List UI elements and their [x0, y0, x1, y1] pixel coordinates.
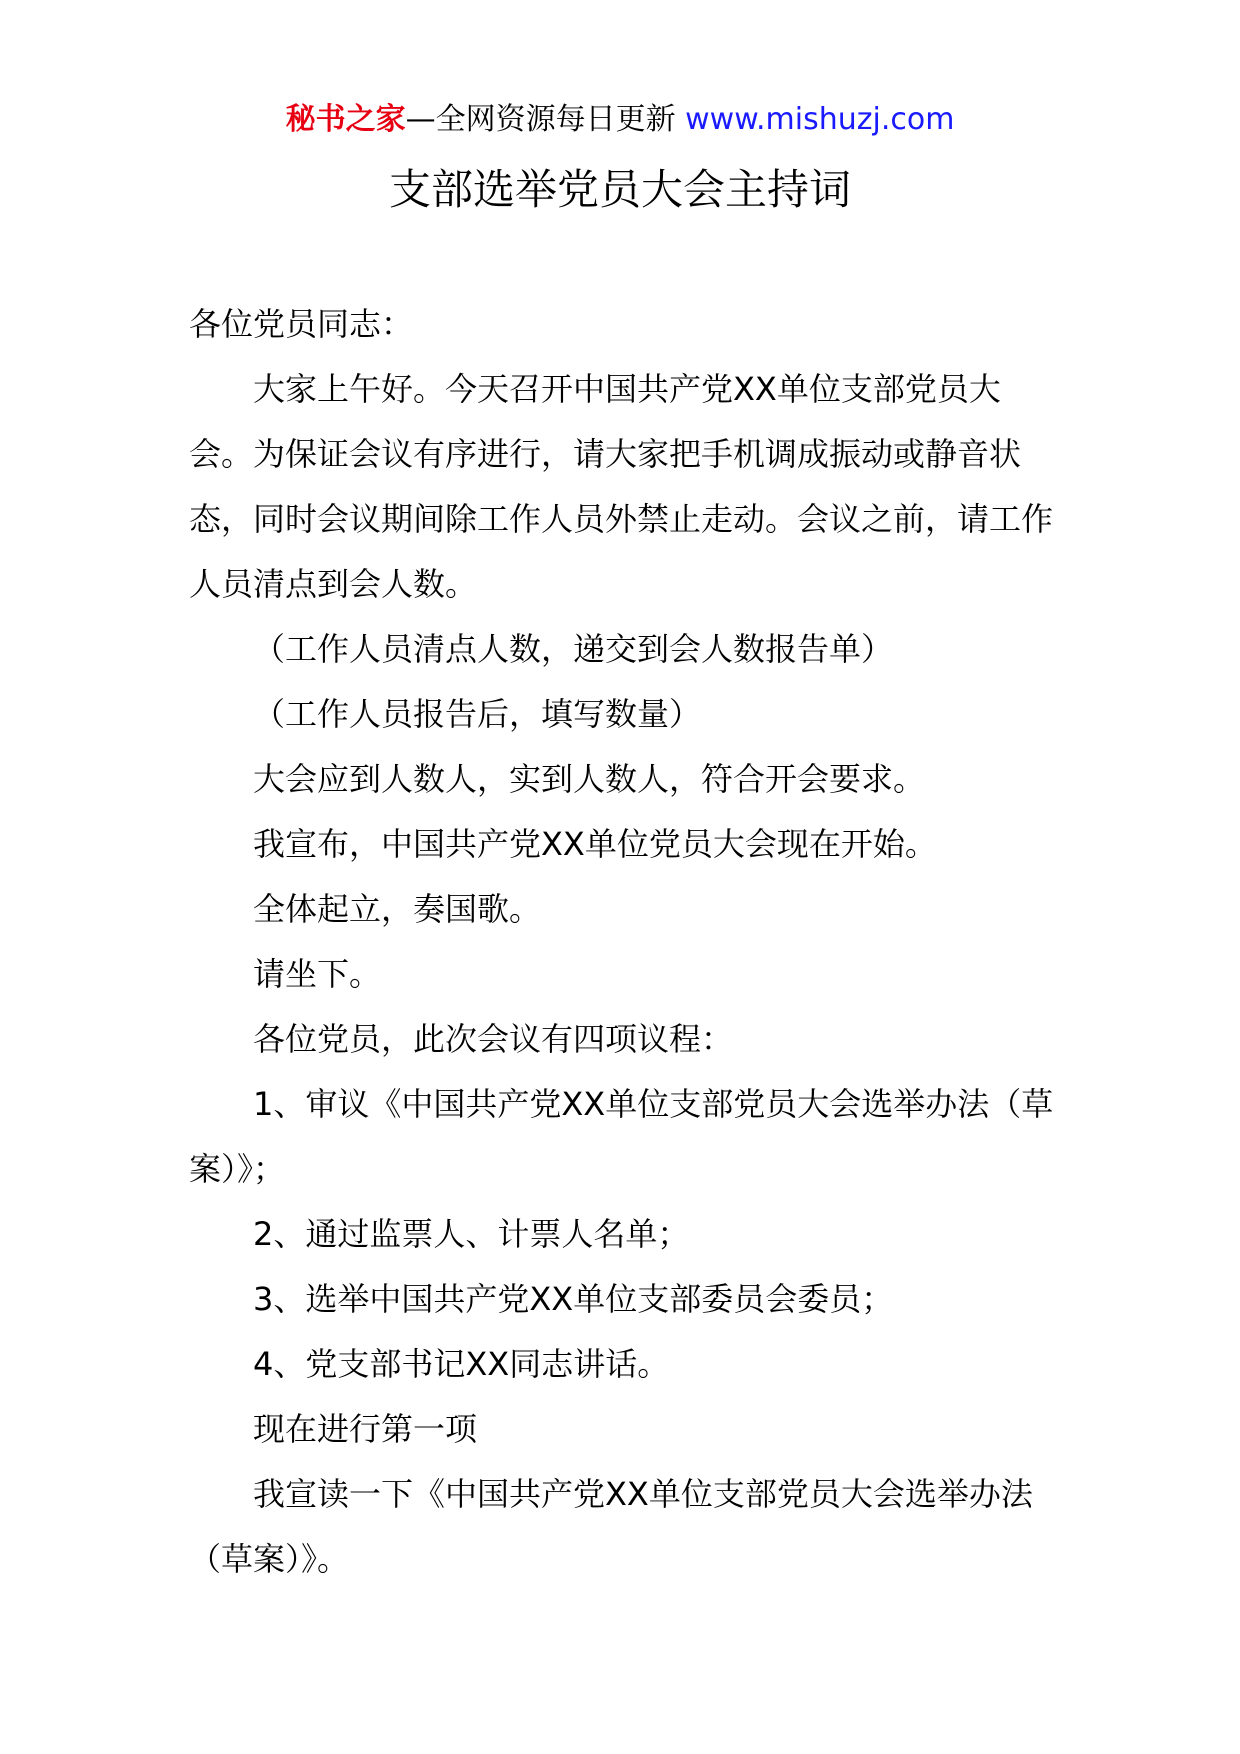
- document-body: [189, 292, 1064, 1592]
- paragraph-opening: 大家上午好。今天召开中国共产党XX单位支部党员大会。为保证会议有序进行，请大家把手机调成振动或静音状态，同时会议期间除工作人员外禁止走动。会议之前，请工作人员清点到会人数。: [189, 370, 1054, 603]
- agenda-item-4: 4、党支部书记XX同志讲话。: [253, 1345, 670, 1383]
- site-url[interactable]: www.mishuzj.com: [685, 102, 955, 137]
- paragraph-sit: 请坐下。: [253, 955, 382, 993]
- paragraph-note-report: （工作人员报告后，填写数量）: [253, 695, 702, 733]
- paragraph-agenda-intro: 各位党员，此次会议有四项议程：: [253, 1020, 734, 1058]
- site-header: [0, 98, 1240, 142]
- agenda-item-2: 2、通过监票人、计票人名单；: [253, 1215, 690, 1253]
- paragraph-announce: 我宣布，中国共产党XX单位党员大会现在开始。: [253, 825, 937, 863]
- paragraph-attendance: 大会应到人数人，实到人数人，符合开会要求。: [253, 760, 926, 798]
- paragraph-note-count: （工作人员清点人数，递交到会人数报告单）: [253, 630, 894, 668]
- site-brand: 秘书之家: [285, 102, 406, 137]
- paragraph-anthem: 全体起立，奏国歌。: [253, 890, 542, 928]
- paragraph-read-draft: 我宣读一下《中国共产党XX单位支部党员大会选举办法（草案）》。: [189, 1475, 1033, 1578]
- agenda-item-3: 3、选举中国共产党XX单位支部委员会委员；: [253, 1280, 894, 1318]
- paragraph-first-item: 现在进行第一项: [253, 1410, 478, 1448]
- document-title: 支部选举党员大会主持词: [388, 165, 851, 214]
- agenda-item-1: 1、审议《中国共产党XX单位支部党员大会选举办法（草案）》；: [189, 1085, 1054, 1188]
- salutation: 各位党员同志：: [189, 305, 414, 343]
- site-tagline: —全网资源每日更新: [405, 102, 686, 137]
